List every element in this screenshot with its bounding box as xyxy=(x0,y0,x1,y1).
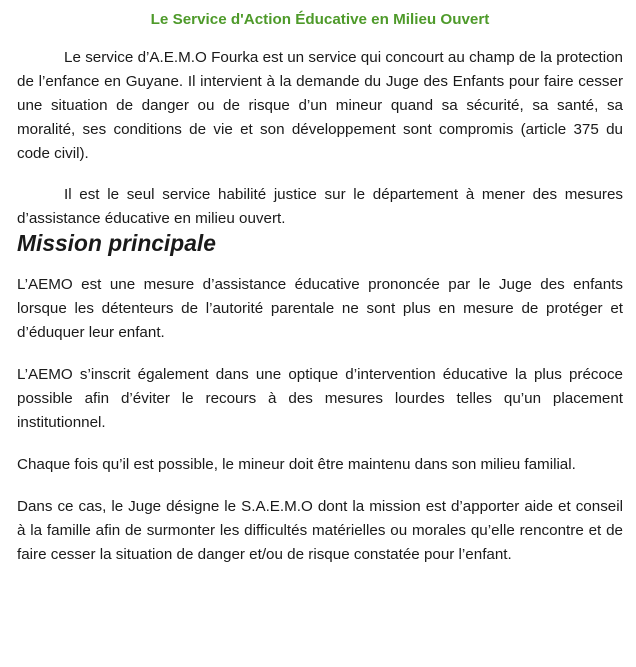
intro-paragraph-1: Le service d’A.E.M.O Fourka est un service qui concourt au champ de la protection de l’enfance en Guyane. Il intervient à la demande du Juge des Enfants pour faire cesser une situation de danger ou de risque d’un mineur quand sa sécurité, sa santé, sa moralité, ses conditions de vie et son développement sont compromis (article 375 du code civil). xyxy=(17,49,623,162)
intro-paragraph-2: Il est le seul service habilité justice sur le département à mener des mesures d’assistance éducative en milieu ouvert. xyxy=(17,186,623,227)
mission-paragraph-4: Dans ce cas, le Juge désigne le S.A.E.M.O dont la mission est d’apporter aide et conseil à la famille afin de surmonter les difficultés matérielles ou morales qu’elle rencontre et de faire cesser la situation de danger et/ou de risque constatée pour l’enfant. xyxy=(17,498,623,563)
mission-paragraph-1: L’AEMO est une mesure d’assistance éducative prononcée par le Juge des enfants lorsque les détenteurs de l’autorité parentale ne sont plus en mesure de protéger et d’éduquer leur enfant. xyxy=(17,276,623,341)
document-page xyxy=(17,8,623,567)
section-heading: Mission principale xyxy=(17,230,216,256)
page-title: Le Service d'Action Éducative en Milieu Ouvert xyxy=(150,11,490,28)
mission-paragraph-3: Chaque fois qu’il est possible, le mineur doit être maintenu dans son milieu familial. xyxy=(17,456,576,473)
mission-paragraph-2: L’AEMO s’inscrit également dans une optique d’intervention éducative la plus précoce possible afin d’éviter le recours à des mesures lourdes telles qu’un placement institutionnel. xyxy=(17,366,623,431)
